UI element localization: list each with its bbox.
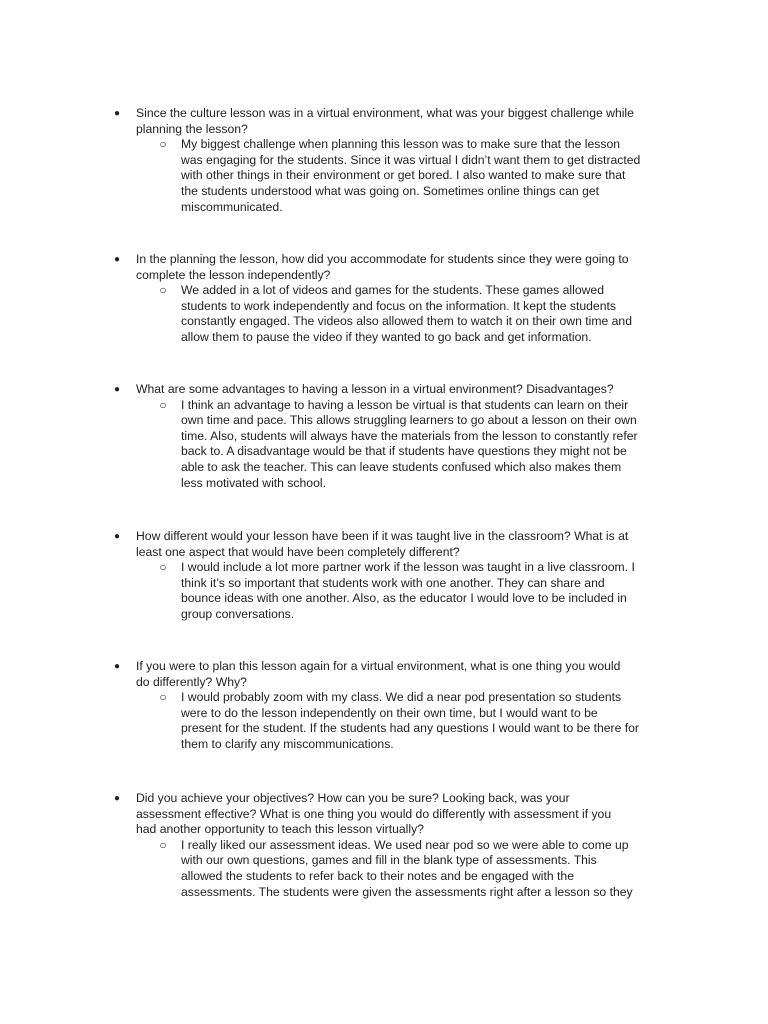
filled-bullet-icon: ● (113, 661, 121, 672)
qa-item-4 (0, 529, 768, 623)
question-text: Since the culture lesson was in a virtual environment, what was your biggest challenge while planning the lesson? (136, 106, 634, 136)
hollow-bullet-icon: ○ (159, 283, 167, 298)
hollow-bullet-icon: ○ (159, 837, 167, 852)
answer-row (0, 838, 768, 900)
question-text: How different would your lesson have been if it was taught live in the classroom? What is at least one aspect that would have been completely different? (136, 529, 629, 559)
qa-item-5 (0, 659, 768, 753)
answer-text: I would probably zoom with my class. We did a near pod presentation so students were to do the lesson independently on their own time, but I would want to be present for the student. If the students had any questions I would want to be there for them to clarify any miscommunications. (181, 690, 639, 751)
hollow-bullet-icon: ○ (159, 560, 167, 575)
question-row (0, 252, 768, 283)
filled-bullet-icon: ● (113, 531, 121, 542)
answer-row (0, 137, 768, 215)
answer-row (0, 560, 768, 622)
qa-item-3 (0, 382, 768, 491)
answer-text: I think an advantage to having a lesson be virtual is that students can learn on their own time and pace. This allows struggling learners to go about a lesson on their own time. Also, students will always have the materials from the lesson to constantly refer back to. A disadvantage would be that if students have questions they might not be able to ask the teacher. This can leave students confused which also makes them less motivated with school. (181, 397, 638, 490)
question-row (0, 382, 768, 398)
qa-item-6 (0, 791, 768, 900)
answer-text: I really liked our assessment ideas. We used near pod so we were able to come up with our own questions, games and fill in the blank type of assessments. This allowed the students to refer back to their notes and be engaged with the assessments. The students were given the assessments right after a lesson so they (181, 837, 633, 899)
hollow-bullet-icon: ○ (159, 137, 167, 152)
question-row (0, 106, 768, 137)
answer-row (0, 398, 768, 492)
hollow-bullet-icon: ○ (159, 690, 167, 705)
answer-row (0, 283, 768, 345)
filled-bullet-icon: ● (113, 108, 121, 119)
question-row (0, 791, 768, 838)
question-text: If you were to plan this lesson again for a virtual environment, what is one thing you would do differently? Why? (136, 659, 621, 689)
qa-item-1 (0, 106, 768, 215)
hollow-bullet-icon: ○ (159, 397, 167, 412)
answer-text: I would include a lot more partner work if the lesson was taught in a live classroom. I think it’s so important that students work with one another. They can share and bounce ideas with one another. Also, as the educator I would love to be included in group conversations. (181, 560, 635, 621)
question-row (0, 659, 768, 690)
filled-bullet-icon: ● (113, 384, 121, 395)
filled-bullet-icon: ● (113, 254, 121, 265)
question-row (0, 529, 768, 560)
question-text: What are some advantages to having a lesson in a virtual environment? Disadvantages? (136, 382, 614, 396)
question-text: In the planning the lesson, how did you accommodate for students since they were going to complete the lesson independently? (136, 252, 629, 282)
question-text: Did you achieve your objectives? How can you be sure? Looking back, was your assessment effective? What is one thing you would do differently with assessment if you had another opportunity to teach this lesson virtually? (136, 791, 612, 837)
answer-text: We added in a lot of videos and games for the students. These games allowed students to work independently and focus on the information. It kept the students constantly engaged. The videos also allowed them to watch it on their own time and allow them to pause the video if they wanted to go back and get information. (181, 283, 632, 344)
answer-row (0, 690, 768, 752)
filled-bullet-icon: ● (113, 793, 121, 804)
qa-item-2 (0, 252, 768, 346)
answer-text: My biggest challenge when planning this lesson was to make sure that the lesson was engaging for the students. Since it was virtual I didn’t want them to get distracted with other things in their environment or get bored. I also wanted to make sure that the students understood what was going on. Sometimes online things can get miscommunicated. (181, 137, 641, 214)
